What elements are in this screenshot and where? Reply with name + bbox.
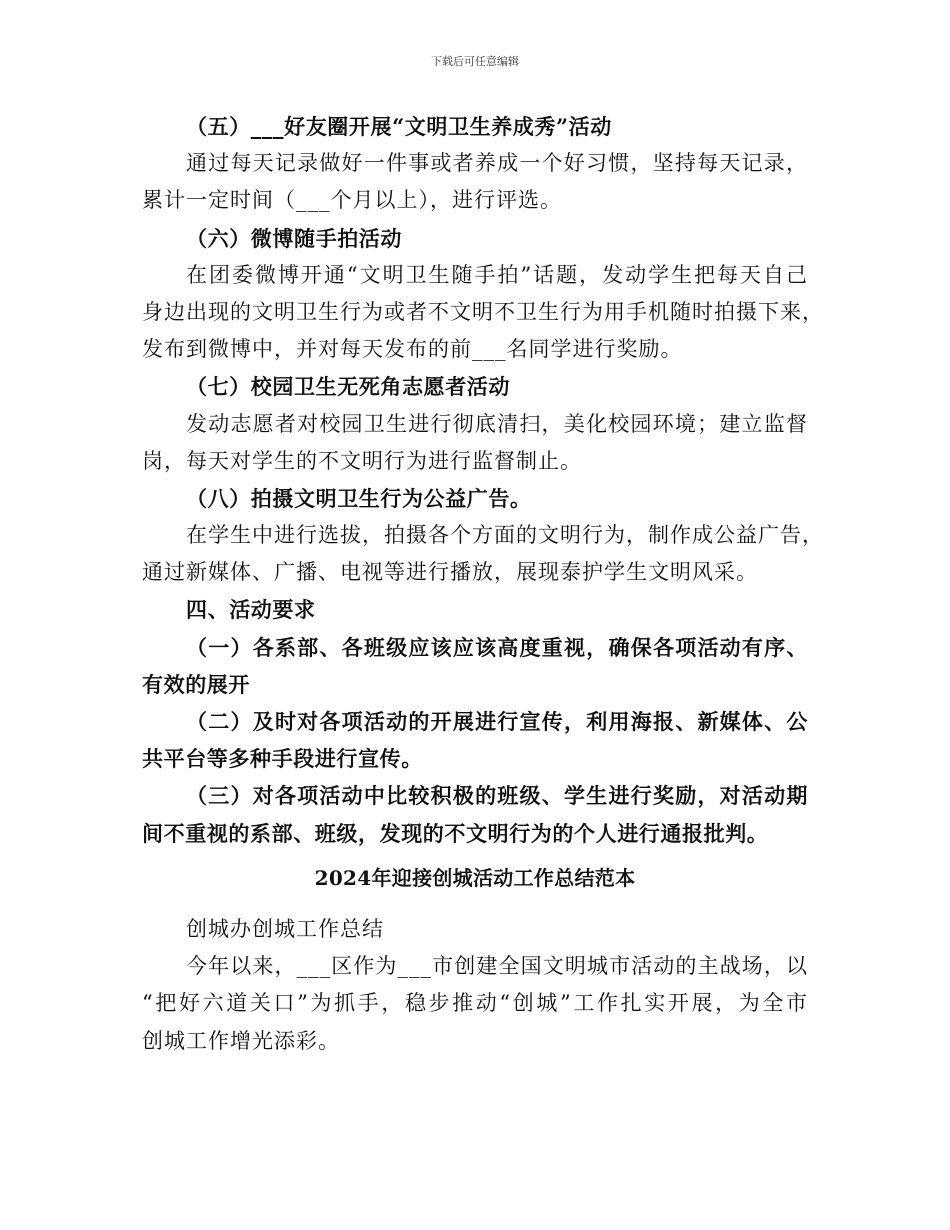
paragraph-line: 创城工作增光添彩。	[142, 1028, 340, 1053]
heading-eight: （八）拍摄文明卫生行为公益广告。	[186, 485, 532, 511]
requirement-line: 有效的展开	[142, 671, 250, 697]
heading-six: （六）微博随手拍活动	[186, 225, 402, 251]
heading-seven: （七）校园卫生无死角志愿者活动	[186, 374, 510, 400]
paragraph-line: 身边出现的文明卫生行为或者不文明不卫生行为用手机随时拍摄下来，	[142, 299, 824, 324]
paragraph-line: 累计一定时间（___个月以上），进行评选。	[142, 188, 562, 213]
paragraph-line: 通过每天记录做好一件事或者养成一个好习惯，坚持每天记录，	[186, 151, 808, 176]
heading-five: （五）___好友圈开展“文明卫生养成秀”活动	[186, 114, 612, 139]
paragraph-line: 在团委微博开通“文明卫生随手拍”话题，发动学生把每天自己	[186, 262, 808, 287]
requirement-line: 间不重视的系部、班级，发现的不文明行为的个人进行通报批判。	[142, 820, 769, 846]
requirement-line: （一）各系部、各班级应该应该高度重视，确保各项活动有序、	[186, 634, 808, 660]
paragraph-line: 岗，每天对学生的不文明行为进行监督制止。	[142, 448, 582, 473]
heading-section-four: 四、活动要求	[186, 597, 316, 623]
paragraph-line: 通过新媒体、广播、电视等进行播放，展现泰护学生文明风采。	[142, 560, 758, 585]
paragraph-line: 发动志愿者对校园卫生进行彻底清扫，美化校园环境；建立监督	[186, 411, 808, 436]
page-header: 下载后可任意编辑	[431, 55, 519, 68]
paragraph-line: 创城办创城工作总结	[186, 916, 384, 941]
requirement-line: （二）及时对各项活动的开展进行宣传，利用海报、新媒体、公	[186, 709, 808, 734]
requirement-line: （三）对各项活动中比较积极的班级、学生进行奖励，对活动期	[186, 783, 808, 809]
paragraph-line: 在学生中进行选拔，拍摄各个方面的文明行为，制作成公益广告，	[186, 523, 824, 548]
requirement-line: 共平台等多种手段进行宣传。	[142, 746, 423, 772]
section-title: 2024年迎接创城活动工作总结范本	[314, 865, 636, 890]
paragraph-line: “把好六道关口”为抓手，稳步推动“创城”工作扎实开展，为全市	[142, 991, 808, 1016]
paragraph-line: 今年以来，___区作为___市创建全国文明城市活动的主战场，以	[186, 954, 808, 979]
paragraph-line: 发布到微博中，并对每天发布的前___名同学进行奖励。	[142, 337, 683, 362]
document-body	[142, 108, 824, 1060]
